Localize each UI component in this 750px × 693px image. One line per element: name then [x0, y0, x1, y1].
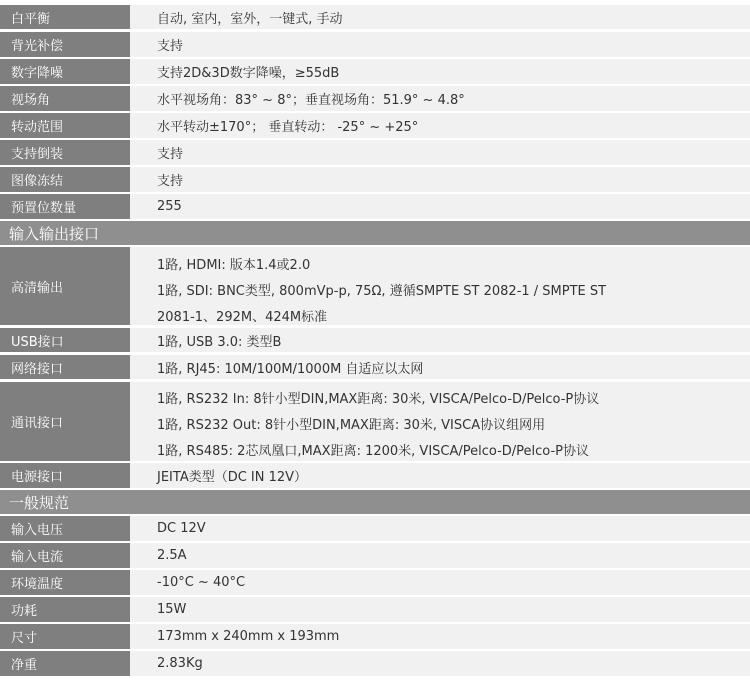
spec-value: [130, 247, 750, 325]
spec-row-net-weight: [0, 651, 750, 676]
spec-value: DC 12V: [130, 516, 750, 541]
spec-value: 15W: [130, 597, 750, 622]
value-line: 1路, RS485: 2芯凤凰口,MAX距离: 1200米, VISCA/Pelco-D/Pelco-P协议: [157, 444, 590, 459]
spec-row-input-current: [0, 543, 750, 568]
section-header-general: 一般规范: [0, 490, 750, 514]
spec-value: 255: [130, 194, 750, 219]
value-line: 1路, RS232 In: 8针小型DIN,MAX距离: 30米, VISCA/Pelco-D/Pelco-P协议: [157, 392, 600, 407]
spec-label: USB接口: [0, 328, 130, 352]
spec-label: 视场角: [0, 86, 130, 111]
value-line: 1路, SDI: BNC类型, 800mVp-p, 75Ω, 遵循SMPTE ST 2082-1 / SMPTE ST: [157, 284, 607, 299]
spec-value: 水平转动±170°； 垂直转动： -25° ~ +25°: [130, 113, 750, 138]
spec-label: 净重: [0, 651, 130, 676]
spec-row-dimensions: [0, 624, 750, 649]
spec-label: 背光补偿: [0, 32, 130, 57]
spec-label: 环境温度: [0, 570, 130, 595]
spec-row-hd-output: [0, 247, 750, 325]
spec-value: 自动, 室内，室外，一键式, 手动: [130, 5, 750, 29]
spec-label: 图像冻结: [0, 167, 130, 192]
spec-value: 173mm x 240mm x 193mm: [130, 624, 750, 649]
spec-value: 1路, RJ45: 10M/100M/1000M 自适应以太网: [130, 355, 750, 379]
spec-label: 转动范围: [0, 113, 130, 138]
spec-row-flip: [0, 140, 750, 165]
spec-row-field-of-view: [0, 86, 750, 111]
spec-row-backlight: [0, 32, 750, 57]
spec-row-power-consumption: [0, 597, 750, 622]
value-line: 1路, HDMI: 版本1.4或2.0: [157, 258, 311, 273]
spec-value: 支持2D&3D数字降噪，≥55dB: [130, 59, 750, 84]
spec-value: 支持: [130, 167, 750, 192]
spec-label: 白平衡: [0, 5, 130, 29]
spec-row-noise-reduction: [0, 59, 750, 84]
spec-label: 输入电流: [0, 543, 130, 568]
spec-value: 水平视场角：83° ~ 8°；垂直视场角：51.9° ~ 4.8°: [130, 86, 750, 111]
section-header-io: 输入输出接口: [0, 221, 750, 245]
spec-label: 网络接口: [0, 355, 130, 379]
spec-value: 支持: [130, 32, 750, 57]
spec-row-communication: [0, 382, 750, 461]
spec-row-freeze: [0, 167, 750, 192]
spec-value: -10°C ~ 40°C: [130, 570, 750, 595]
spec-label: 电源接口: [0, 463, 130, 488]
spec-value: [130, 382, 750, 461]
value-line: 1路, RS232 Out: 8针小型DIN,MAX距离: 30米, VISCA协议组网用: [157, 418, 546, 433]
spec-row-power-interface: [0, 463, 750, 488]
spec-value: 支持: [130, 140, 750, 165]
spec-row-input-voltage: [0, 516, 750, 541]
spec-label: 支持倒装: [0, 140, 130, 165]
spec-label: 预置位数量: [0, 194, 130, 219]
spec-row-white-balance: [0, 5, 750, 29]
spec-label: 数字降噪: [0, 59, 130, 84]
value-line: 2081-1、292M、424M标准: [157, 310, 328, 325]
spec-row-rotation-range: [0, 113, 750, 138]
spec-value: 1路, USB 3.0: 类型B: [130, 328, 750, 352]
spec-value: 2.5A: [130, 543, 750, 568]
spec-value: 2.83Kg: [130, 651, 750, 676]
spec-label: 输入电压: [0, 516, 130, 541]
spec-label: 高清输出: [0, 247, 130, 325]
spec-label: 通讯接口: [0, 382, 130, 461]
spec-row-ambient-temperature: [0, 570, 750, 595]
spec-value: JEITA类型（DC IN 12V）: [130, 463, 750, 488]
spec-label: 尺寸: [0, 624, 130, 649]
spec-row-usb: [0, 328, 750, 352]
spec-row-presets: [0, 194, 750, 219]
spec-row-network: [0, 355, 750, 379]
spec-label: 功耗: [0, 597, 130, 622]
